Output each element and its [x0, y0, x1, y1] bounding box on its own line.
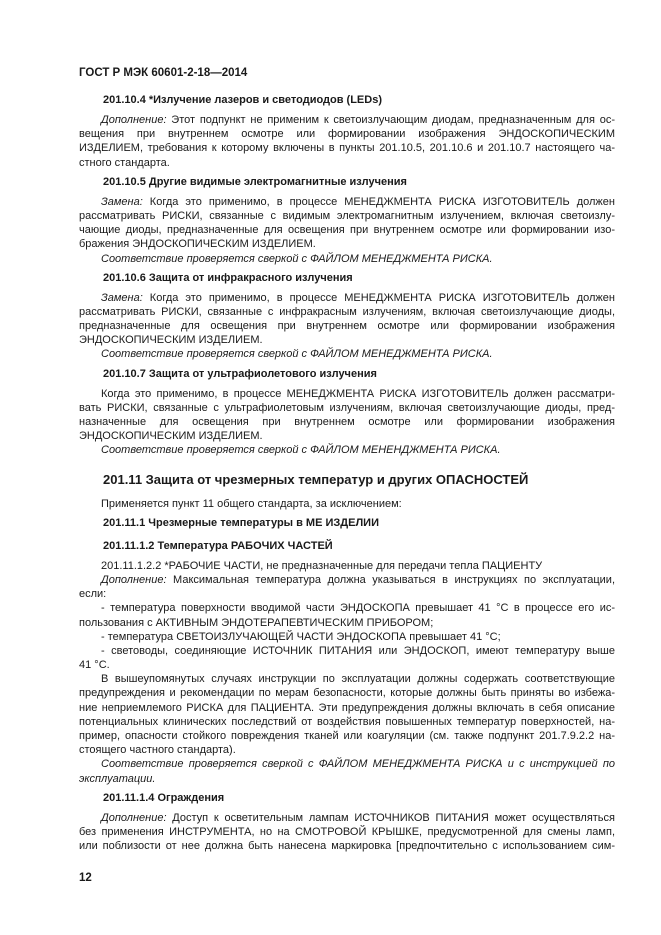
- line-text: Соответствие проверяется сверкой с ФАЙЛОМ МЕНЕДЖМЕНТА РИСКА.: [101, 252, 493, 265]
- text-line: [79, 333, 615, 347]
- section-heading: 201.10.6 Защита от инфракрасного излучения: [103, 271, 353, 284]
- line-text: 201.11.1.2.2 *РАБОЧИЕ ЧАСТИ, не предназначенные для передачи тепла ПАЦИЕНТУ: [101, 559, 543, 572]
- line-text: Когда это применимо, в процессе МЕНЕДЖМЕНТА РИСКА ИЗГОТОВИТЕЛЬ должен: [142, 291, 615, 304]
- line-text: Доступ к осветительным лампам ИСТОЧНИКОВ ПИТАНИЯ может осуществляться: [166, 811, 615, 824]
- text-line: [79, 319, 615, 333]
- running-header: ГОСТ Р МЭК 60601-2-18—2014: [79, 67, 248, 79]
- text-line: [79, 387, 615, 401]
- text-line: [79, 825, 615, 839]
- text-line: [79, 305, 615, 319]
- text-line: [79, 757, 615, 771]
- text-line: [79, 415, 615, 429]
- section-heading: 201.10.7 Защита от ультрафиолетового излучения: [103, 367, 377, 380]
- line-text: Этот подпункт не применим к светоизлучающим диодам, предназначенным для ос-: [166, 114, 615, 126]
- line-text: пример, опасности стойкого повреждения тканей или коагуляции (см. также подпункт 201.7.9.2.2 на-: [79, 730, 615, 742]
- document-body: [79, 93, 615, 853]
- section-heading: 201.11.1.2 Температура РАБОЧИХ ЧАСТЕЙ: [103, 539, 333, 552]
- text-line: [79, 573, 615, 587]
- paragraph: [79, 195, 615, 266]
- paragraph: [79, 113, 615, 170]
- section-heading: 201.11.1.4 Ограждения: [103, 791, 225, 804]
- text-line: [79, 729, 615, 743]
- line-text: ЭНДОСКОПИЧЕСКИМ ИЗДЕЛИЕМ.: [79, 334, 263, 347]
- line-text: Максимальная температура должна указываться в инструкциях по эксплуатации,: [166, 573, 615, 586]
- text-line: [79, 209, 615, 223]
- line-text: - температура поверхности вводимой части ЭНДОСКОПА превышает 41 °С в процессе его ис-: [101, 602, 615, 615]
- text-line: [79, 743, 615, 757]
- text-line: [79, 497, 615, 511]
- text-line: [79, 401, 615, 415]
- text-line: [79, 601, 615, 615]
- text-line: [79, 141, 615, 155]
- paragraph: [79, 811, 615, 854]
- italic-lead: Дополнение:: [101, 573, 167, 586]
- text-line: [79, 616, 615, 630]
- text-line: [79, 715, 615, 729]
- line-text: Когда это применимо, в процессе МЕНЕДЖМЕНТА РИСКА ИЗГОТОВИТЕЛЬ должен рассматри-: [101, 387, 615, 400]
- line-text: если:: [79, 588, 107, 601]
- line-text: чающие диоды, предназначенные для освещения при внутреннем осмотре или формировании изо-: [79, 224, 615, 237]
- text-line: [79, 701, 615, 715]
- text-line: [79, 347, 615, 361]
- line-text: ИЗДЕЛИЕМ, требования к которому включены в пункты 201.10.5, 201.10.6 и 201.10.7 настоящего ча-: [79, 142, 615, 155]
- line-text: или поблизости от нее должна быть нанесена маркировка [предпочтительно с использованием сим-: [79, 840, 615, 853]
- text-line: [79, 291, 615, 305]
- line-text: Соответствие проверяется сверкой с ФАЙЛОМ МЕНЕДЖМЕНТА РИСКА и с инструкцией по: [101, 758, 615, 771]
- line-text: эксплуатации.: [79, 772, 156, 785]
- paragraph: [79, 291, 615, 362]
- line-text: - световоды, соединяющие ИСТОЧНИК ПИТАНИЯ или ЭНДОСКОП, имеют температуру выше: [101, 644, 615, 657]
- line-text: Соответствие проверяется сверкой с ФАЙЛОМ МЕНЕДЖМЕНТА РИСКА.: [101, 348, 493, 361]
- paragraph: [79, 497, 615, 511]
- text-line: [79, 429, 615, 443]
- text-line: [79, 559, 615, 573]
- italic-lead: Замена:: [101, 195, 143, 208]
- paragraph: [79, 387, 615, 458]
- line-text: ЭНДОСКОПИЧЕСКИМ ИЗДЕЛИЕМ.: [79, 430, 263, 443]
- italic-lead: Дополнение:: [101, 811, 167, 824]
- text-line: [79, 127, 615, 141]
- text-line: [79, 223, 615, 237]
- line-text: вещения при внутреннем осмотре или формировании изображения ЭНДОСКОПИЧЕСКИМ: [79, 128, 615, 141]
- line-text: В вышеупомянутых случаях инструкции по эксплуатации должны содержать соответствующие: [101, 673, 615, 686]
- text-line: [79, 839, 615, 853]
- line-text: 41 °С.: [79, 659, 110, 672]
- text-line: [79, 195, 615, 209]
- line-text: ние неприемлемого РИСКА для ПАЦИЕНТА. Эти предупреждения должны включать в себя описание: [79, 701, 615, 714]
- text-line: [79, 587, 615, 601]
- page-number: 12: [79, 872, 92, 884]
- text-line: [79, 644, 615, 658]
- text-line: [79, 156, 615, 170]
- line-text: вать РИСКИ, связанные с ультрафиолетовым излучениям, включая светоизлучающие диоды, пред-: [79, 401, 615, 414]
- line-text: без применения ИНСТРУМЕНТА, но на СМОТРОВОЙ КРЫШКЕ, предусмотренной для смены ламп,: [79, 825, 615, 838]
- line-text: Соответствие проверяется сверкой с ФАЙЛОМ МЕНЕНДЖМЕНТА РИСКА.: [101, 444, 501, 457]
- line-text: стоящего частного стандарта).: [79, 744, 236, 757]
- line-text: - температура СВЕТОИЗЛУЧАЮЩЕЙ ЧАСТИ ЭНДОСКОПА превышает 41 °С;: [101, 630, 501, 643]
- document-page: [79, 65, 615, 853]
- text-line: [79, 686, 615, 700]
- text-line: [79, 443, 615, 457]
- text-line: [79, 672, 615, 686]
- text-line: [79, 658, 615, 672]
- text-line: [79, 113, 615, 127]
- text-line: [79, 252, 615, 266]
- text-line: [79, 772, 615, 786]
- line-text: назначенные для освещения при внутреннем осмотре или формировании изображения: [79, 416, 615, 428]
- text-line: [79, 630, 615, 644]
- text-line: [79, 811, 615, 825]
- line-text: предупреждения и рекомендации по мерам безопасности, которые должны быть приняты во избежа-: [79, 687, 615, 700]
- line-text: предназначенные для освещения при внутреннем осмотре или формировании изображения: [79, 320, 615, 333]
- italic-lead: Дополнение:: [101, 114, 167, 126]
- section-heading: 201.11 Защита от чрезмерных температур и других ОПАСНОСТЕЙ: [103, 471, 529, 487]
- line-text: стного стандарта.: [79, 156, 170, 169]
- paragraph: [79, 559, 615, 786]
- line-text: рассматривать РИСКИ, связанные с инфракрасным излучениям, включая светоизлучающие диоды,: [79, 305, 615, 318]
- section-heading: 201.10.5 Другие видимые электромагнитные излучения: [103, 175, 407, 188]
- line-text: Применяется пункт 11 общего стандарта, за исключением:: [101, 497, 402, 510]
- italic-lead: Замена:: [101, 291, 143, 304]
- section-heading: 201.11.1 Чрезмерные температуры в МЕ ИЗДЕЛИИ: [103, 516, 379, 529]
- line-text: Когда это применимо, в процессе МЕНЕДЖМЕНТА РИСКА ИЗГОТОВИТЕЛЬ должен: [142, 195, 615, 208]
- text-line: [79, 237, 615, 251]
- section-heading: 201.10.4 *Излучение лазеров и светодиодов (LEDs): [103, 94, 382, 106]
- line-text: пользования с АКТИВНЫМ ЭНДОТЕРАПЕВТИЧЕСКИМ ПРИБОРОМ;: [79, 616, 434, 629]
- line-text: потенциальных клинических последствий от воздействия повышенных температур поверхностей, на-: [79, 715, 615, 728]
- line-text: бражения ЭНДОСКОПИЧЕСКИМ ИЗДЕЛИЕМ.: [79, 238, 316, 251]
- line-text: рассматривать РИСКИ, связанные с видимым электромагнитным излучением, включая светоизлу-: [79, 209, 615, 222]
